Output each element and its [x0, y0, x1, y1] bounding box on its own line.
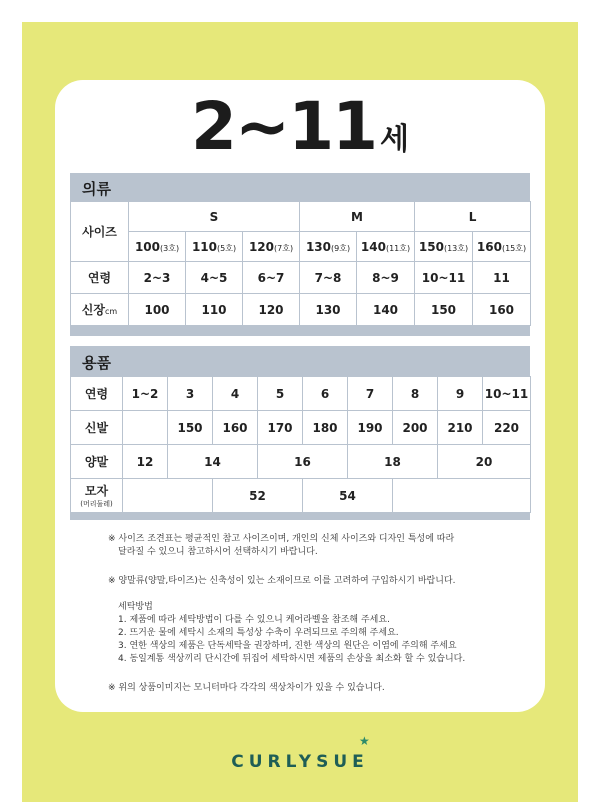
- size-cell: 120(7호): [243, 232, 300, 262]
- height-cell: 150: [415, 294, 473, 326]
- age-cell: 8~9: [357, 262, 415, 294]
- goods-size-table: [70, 376, 531, 513]
- socks-cell: 16: [258, 445, 348, 479]
- shoes-cell: 220: [483, 411, 531, 445]
- brand-logo: CURLYSUE: [231, 752, 369, 772]
- height-cell: 100: [129, 294, 186, 326]
- table-row: [71, 479, 531, 513]
- shoes-cell: 150: [168, 411, 213, 445]
- size-cell: 130(9호): [300, 232, 357, 262]
- socks-cell: 20: [438, 445, 531, 479]
- table-row: [71, 262, 531, 294]
- shoes-cell: [123, 411, 168, 445]
- size-cell: 140(11호): [357, 232, 415, 262]
- shoes-cell: 190: [348, 411, 393, 445]
- table-row: [71, 202, 531, 232]
- socks-cell: 14: [168, 445, 258, 479]
- size-group-m: M: [300, 202, 415, 232]
- table-row: [71, 294, 531, 326]
- clothing-section-label: 의류: [82, 180, 111, 198]
- title-age-range: 2~11: [190, 88, 377, 165]
- height-cell: 130: [300, 294, 357, 326]
- height-cell: 160: [473, 294, 531, 326]
- table-row: [71, 377, 531, 411]
- age-cell: 6: [303, 377, 348, 411]
- hat-cell: [123, 479, 213, 513]
- age-cell: 7~8: [300, 262, 357, 294]
- goods-age-header: 연령: [71, 377, 123, 411]
- size-cell: 110(5호): [186, 232, 243, 262]
- shoes-cell: 160: [213, 411, 258, 445]
- age-cell: 6~7: [243, 262, 300, 294]
- age-cell: 4~5: [186, 262, 243, 294]
- age-cell: 7: [348, 377, 393, 411]
- hat-cell: 54: [303, 479, 393, 513]
- shoes-cell: 210: [438, 411, 483, 445]
- size-group-l: L: [415, 202, 531, 232]
- socks-cell: 12: [123, 445, 168, 479]
- shoes-cell: 200: [393, 411, 438, 445]
- age-cell: 3: [168, 377, 213, 411]
- title-suffix: 세: [380, 122, 410, 157]
- page-title: [0, 88, 600, 165]
- age-cell: 10~11: [415, 262, 473, 294]
- socks-cell: 18: [348, 445, 438, 479]
- age-cell: 8: [393, 377, 438, 411]
- age-cell: 5: [258, 377, 303, 411]
- height-cell: 110: [186, 294, 243, 326]
- size-note: ※ 사이즈 조견표는 평균적인 참고 사이즈이며, 개인의 신체 사이즈와 디자인 특성에 따라 달라질 수 있으니 참고하시어 선택하시기 바랍니다.: [108, 534, 455, 557]
- clothing-size-table: [70, 201, 531, 326]
- socks-header: 양말: [71, 445, 123, 479]
- hat-header: 모자 (머리둘레): [71, 479, 123, 513]
- socks-note: ※ 양말류(양말,타이즈)는 신축성이 있는 소재이므로 이를 고려하여 구입하시기 바랍니다.: [108, 576, 456, 586]
- size-group-s: S: [129, 202, 300, 232]
- table-row: [71, 232, 531, 262]
- size-cell: 150(13호): [415, 232, 473, 262]
- washing-instructions: 세탁방법 1. 제품에 따라 세탁방법이 다를 수 있으니 케어라벨을 참조해 주세요. 2. 뜨거운 물에 세탁시 소재의 특성상 수축이 우려되므로 주의해 주세요. 3. 연한 색상의 제품은 단독세탁을 권장하며, 진한 색상의 원단은 이염에 주의해 주세요 4. 동일계통 색상끼리 단시간에 뒤집어 세탁하시면 제품의 손상을 최소화 할 수 있습니다.: [118, 602, 466, 664]
- age-cell: 11: [473, 262, 531, 294]
- shoes-cell: 170: [258, 411, 303, 445]
- table-row: [71, 445, 531, 479]
- size-cell: 160(15호): [473, 232, 531, 262]
- age-cell: 10~11: [483, 377, 531, 411]
- age-cell: 4: [213, 377, 258, 411]
- age-cell: 9: [438, 377, 483, 411]
- hat-cell: 52: [213, 479, 303, 513]
- age-cell: 1~2: [123, 377, 168, 411]
- shoes-cell: 180: [303, 411, 348, 445]
- goods-section-label: 용품: [82, 354, 111, 372]
- age-header: 연령: [71, 262, 129, 294]
- table-row: [71, 411, 531, 445]
- height-cell: 140: [357, 294, 415, 326]
- height-cell: 120: [243, 294, 300, 326]
- shoes-header: 신발: [71, 411, 123, 445]
- age-cell: 2~3: [129, 262, 186, 294]
- size-header: 사이즈: [71, 202, 129, 262]
- color-note: ※ 위의 상품이미지는 모니터마다 각각의 색상차이가 있을 수 있습니다.: [108, 683, 385, 693]
- size-cell: 100(3호): [129, 232, 186, 262]
- star-icon: ★: [359, 734, 370, 748]
- height-header: 신장cm: [71, 294, 129, 326]
- hat-cell: [393, 479, 531, 513]
